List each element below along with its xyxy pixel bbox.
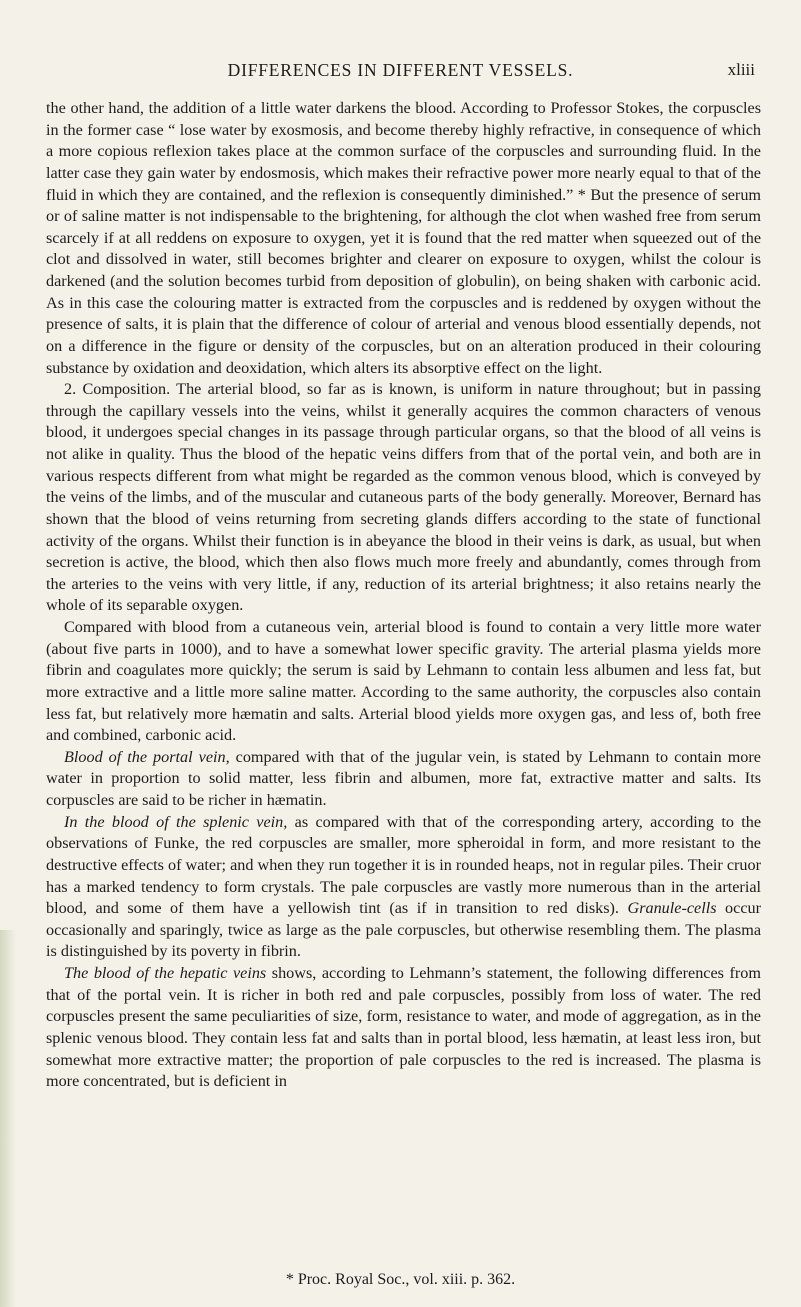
paragraph-1 — [46, 98, 761, 379]
paragraph-2 — [46, 379, 761, 617]
paragraph-text: compared with that of the jugular vein, is stated by Lehmann to contain more water in proportion to solid matter, less fibrin and albumen, more fat, extractive matter and salts. Its corpuscles are said to be richer in hæmatin. — [46, 747, 761, 809]
paragraph-text: 2. Composition. The arterial blood, so far as is known, is uniform in nature throughout; but in passing through the capillary vessels into the veins, whilst it generally acquires the common characters of venous blood, it undergoes special changes in its passage through particular organs, so that the blood of all veins is not alike in quality. Thus the blood of the hepatic veins differs from that of the portal vein, and both are in various respects different from what might be regarded as the common venous blood, which is conveyed by the veins of the limbs, and of the muscular and cutaneous parts of the body generally. Moreover, Bernard has shown that the blood of veins returning from secreting glands differs according to the state of functional activity of the organs. Whilst their function is in abeyance the blood in their veins is dark, as usual, but when secretion is active, the blood, which then also flows much more freely and abundantly, comes through from the arteries to the veins with very little, if any, reduction of its arterial brightness; it also retains nearly the whole of its separable oxygen. — [46, 380, 761, 615]
paragraph-5 — [46, 812, 761, 963]
page-edge-stain — [0, 930, 16, 1307]
paragraph-italic-term: Granule-cells — [627, 899, 717, 918]
page-number: xliii — [727, 60, 755, 79]
paragraph-italic-lead: The blood of the hepatic veins — [64, 964, 267, 982]
page-header — [0, 58, 801, 88]
paragraph-4 — [46, 747, 761, 812]
paragraph-italic-lead: In the blood of the splenic vein, — [64, 812, 288, 831]
paragraph-italic-lead: Blood of the portal vein, — [64, 747, 230, 766]
paragraph-text: Compared with blood from a cutaneous vein, arterial blood is found to contain a very little more water (about five parts in 1000), and to have a somewhat lower specific gravity. The arterial plasma yields more fibrin and coagulates more quickly; the serum is said by Lehmann to contain less albumen and less fat, but more extractive and a little more saline matter. According to the same authority, the corpuscles also contain less fat, but relatively more hæmatin and salts. Arterial blood yields more oxygen gas, and less of, both free and combined, carbonic acid. — [46, 618, 761, 745]
body-text — [46, 98, 761, 1093]
paragraph-text: the other hand, the addition of a little water darkens the blood. According to Professor Stokes, the corpuscles in the former case “ lose water by exosmosis, and become thereby highly refractive, in consequence of which a more copious reflexion takes place at the common surface of the corpuscles and surrounding fluid. In the latter case they gain water by endosmosis, which makes their refractive power more nearly equal to that of the fluid in which they are contained, and the reflexion is consequently diminished.” * But the presence of serum or of saline matter is not indispensable to the brightening, for although the clot when washed free from serum scarcely if at all reddens on exposure to oxygen, yet it is found that the red matter when squeezed out of the clot and dissolved in water, still becomes brighter and clearer on exposure to oxygen, whilst the colour is darkened (and the solution becomes turbid from deposition of globulin), on being shaken with carbonic acid. As in this case the colouring matter is extracted from the corpuscles and is reddened by oxygen without the presence of salts, it is plain that the difference of colour of arterial and venous blood essentially depends, not on a difference in the figure or density of the corpuscles, but on an alteration produced in their colouring substance by oxidation and deoxidation, which alters its absorptive effect on the light. — [46, 99, 761, 377]
running-head: DIFFERENCES IN DIFFERENT VESSELS. — [227, 60, 574, 80]
paragraph-text: as compared with that of the corresponding artery, according to the observations of Funke, the red corpuscles are smaller, more spheroidal in form, and more resistant to the destructive effects of water; and when they run together it is in rounded heaps, not in regular piles. Their cruor has a marked tendency to form crystals. The pale corpuscles are vastly more numerous than in the arterial blood, and some of them have a yellowish tint (as if in transition to red disks). — [46, 812, 762, 918]
paragraph-text: occur occasionally and sparingly, twice as large as the pale corpuscles, but otherwise resembling them. The plasma is distinguished by its poverty in fibrin. — [46, 899, 761, 961]
paragraph-text: shows, according to Lehmann’s statement, the following differences from that of the portal vein. It is richer in both red and pale corpuscles, possibly from loss of water. The red corpuscles present the same peculiarities of size, form, resistance to water, and mode of aggregation, as in the splenic venous blood. They contain less fat and salts than in portal blood, less hæmatin, at least less iron, but somewhat more extractive matter; the proportion of pale corpuscles to the red is increased. The plasma is more concentrated, but is deficient in — [46, 964, 761, 1091]
paragraph-3 — [46, 617, 761, 747]
footnote: * Proc. Royal Soc., vol. xiii. p. 362. — [285, 1271, 516, 1288]
paragraph-6 — [46, 963, 761, 1093]
